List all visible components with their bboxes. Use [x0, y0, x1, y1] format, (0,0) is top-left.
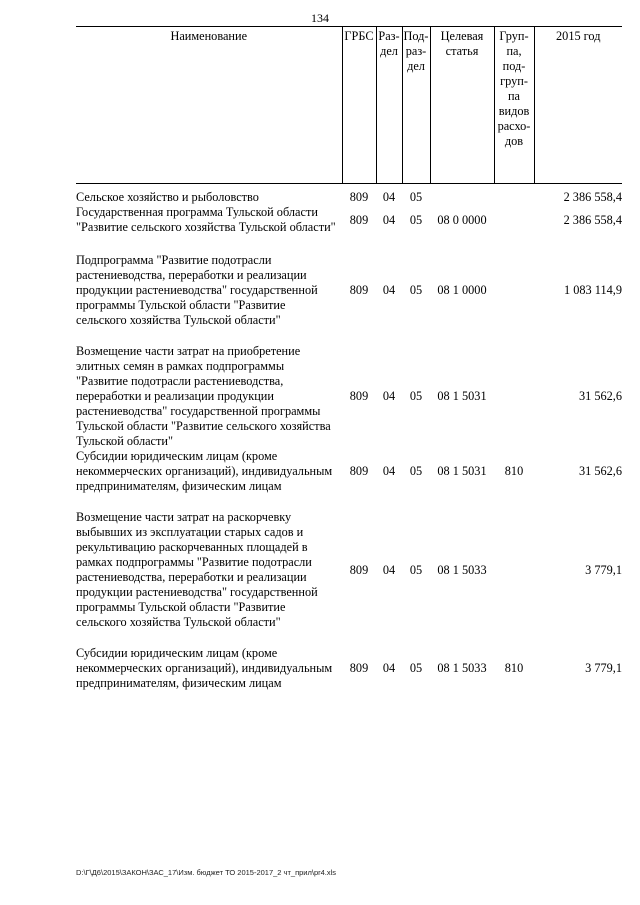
cell-target: 08 1 5033 — [437, 661, 487, 675]
file-path-footer: D:\Г\Д6\2015\ЗАКОН\ЗАС_17\Изм. бюджет ТО 2015-2017_2 чт_прил\pr4.xls — [76, 868, 337, 877]
header-amount — [534, 27, 622, 184]
cell-target: 08 1 0000 — [437, 283, 487, 297]
budget-table — [76, 26, 622, 691]
cell-grbs: 809 — [349, 190, 369, 204]
cell-razdel: 04 — [382, 661, 396, 675]
cell-group — [494, 344, 534, 449]
cell-group — [494, 253, 534, 344]
header-grbs — [342, 27, 376, 184]
cell-amount: 2 386 558,4 — [563, 190, 622, 204]
header-razdel-label: Раз- дел — [378, 29, 400, 58]
cell-name: Возмещение части затрат на раскорчевку выбывших из эксплуатации старых садов и рекультивацию раскорчеванных площадей в рамках подпрограммы "Развитие подотрасли растениеводства, переработки и реализации продукции растениеводства" государственной программы Тульской области "Развитие сельского хозяйства Тульской области" — [76, 510, 318, 629]
cell-razdel: 04 — [382, 464, 396, 478]
cell-name: Сельское хозяйство и рыболовство — [76, 190, 259, 204]
cell-target: 08 0 0000 — [437, 212, 487, 227]
header-razdel — [376, 27, 402, 184]
cell-razdel: 04 — [382, 283, 396, 297]
cell-target: 08 1 5031 — [437, 389, 487, 403]
cell-amount: 31 562,6 — [578, 464, 622, 478]
cell-amount: 31 562,6 — [578, 389, 622, 403]
header-group — [494, 27, 534, 184]
cell-grbs: 809 — [349, 212, 369, 227]
cell-name: Субсидии юридическим лицам (кроме некоммерческих организаций), индивидуальным предпринимателям, физическим лицам — [76, 646, 333, 690]
cell-amount: 3 779,1 — [585, 562, 622, 577]
header-amount-label: 2015 год — [556, 29, 601, 43]
header-name-label: Наименование — [170, 29, 248, 43]
header-grbs-label: ГРБС — [344, 29, 374, 43]
header-target — [430, 27, 494, 184]
cell-podrazdel: 05 — [409, 562, 423, 577]
cell-name: Возмещение части затрат на приобретение элитных семян в рамках подпрограммы "Развитие подотрасли растениеводства, переработки и реализации продукции растениеводства" государственной программы Тульской области "Развитие сельского хозяйства Тульской области" — [76, 344, 331, 448]
cell-podrazdel: 05 — [409, 212, 423, 227]
cell-podrazdel: 05 — [409, 464, 423, 478]
table-header-row — [76, 27, 622, 184]
cell-podrazdel: 05 — [409, 661, 423, 675]
cell-group — [494, 184, 534, 206]
cell-group — [494, 510, 534, 646]
cell-grbs: 809 — [349, 661, 369, 675]
cell-target: 08 1 5033 — [437, 562, 487, 577]
table-row — [76, 646, 622, 691]
cell-amount: 3 779,1 — [585, 661, 622, 675]
cell-amount: 2 386 558,4 — [563, 212, 622, 227]
header-podrazdel — [402, 27, 430, 184]
header-group-label: Груп- па, под- груп- па видов расхо- дов — [497, 29, 531, 148]
page-number: 134 — [311, 11, 329, 25]
table-row — [76, 184, 622, 206]
header-podrazdel-label: Под- раз- дел — [403, 29, 429, 73]
table-row — [76, 510, 622, 646]
cell-target — [430, 184, 494, 206]
cell-grbs: 809 — [349, 464, 369, 478]
cell-podrazdel: 05 — [409, 389, 423, 403]
cell-name: Подпрограмма "Развитие подотрасли растениеводства, переработки и реализации продукции растениеводства" государственной программы Тульской области "Развитие сельского хозяйства Тульской области" — [76, 253, 318, 327]
table-row — [76, 344, 622, 449]
header-name — [76, 27, 342, 184]
table-row — [76, 253, 622, 344]
cell-grbs: 809 — [349, 562, 369, 577]
cell-name: Субсидии юридическим лицам (кроме некоммерческих организаций), индивидуальным предпринимателям, физическим лицам — [76, 449, 333, 493]
cell-group — [494, 205, 534, 253]
table-row — [76, 449, 622, 510]
cell-target: 08 1 5031 — [437, 464, 487, 478]
cell-group: 810 — [504, 464, 524, 478]
table-row — [76, 205, 622, 253]
cell-podrazdel: 05 — [409, 283, 423, 297]
cell-razdel: 04 — [382, 212, 396, 227]
cell-razdel: 04 — [382, 190, 396, 204]
header-target-label: Целевая статья — [440, 29, 484, 58]
cell-grbs: 809 — [349, 283, 369, 297]
cell-razdel: 04 — [382, 389, 396, 403]
cell-razdel: 04 — [382, 562, 396, 577]
cell-group: 810 — [504, 661, 524, 675]
cell-amount: 1 083 114,9 — [564, 283, 622, 297]
cell-podrazdel: 05 — [409, 190, 423, 204]
cell-grbs: 809 — [349, 389, 369, 403]
cell-name: Государственная программа Тульской области "Развитие сельского хозяйства Тульской области" — [76, 205, 336, 234]
